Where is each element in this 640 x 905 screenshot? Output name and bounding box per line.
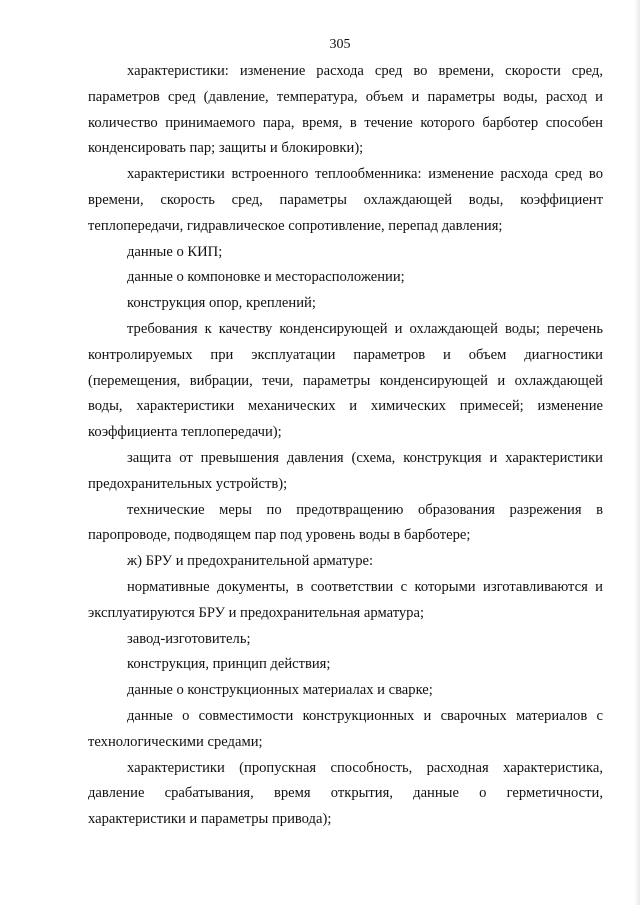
paragraph: ж) БРУ и предохранительной арматуре: xyxy=(127,553,374,570)
paragraph: технические меры по предотвращению образования разрежения в паропроводе, подводящем пар под уровень воды в барботере; xyxy=(88,501,603,544)
paragraph: характеристики (пропускная способность, расходная характеристика, давление срабатывания, время открытия, данные о герметичности, характеристики и параметры привода); xyxy=(88,759,603,828)
paragraph: данные о конструкционных материалах и сварке; xyxy=(127,682,433,699)
paragraph: конструкция опор, креплений; xyxy=(127,295,316,312)
body-text xyxy=(88,59,603,833)
paragraph: данные о совместимости конструкционных и сварочных материалов с технологическими средами; xyxy=(88,707,603,750)
paragraph: конструкция, принцип действия; xyxy=(127,656,331,673)
paragraph: характеристики встроенного теплообменника: изменение расхода сред во времени, скорость сред, параметры охлаждающей воды, коэффициент теплопередачи, гидравлическое сопротивление, перепад давления; xyxy=(88,166,603,234)
paragraph: нормативные документы, в соответствии с которыми изготавливаются и эксплуатируются БРУ и предохранительная арматура; xyxy=(88,578,603,621)
paragraph: завод-изготовитель; xyxy=(127,630,251,647)
paragraph: защита от превышения давления (схема, конструкция и характеристики предохранительных устройств); xyxy=(88,449,603,492)
page-number: 305 xyxy=(329,37,351,52)
paragraph: требования к качеству конденсирующей и охлаждающей воды; перечень контролируемых при эксплуатации параметров и объем диагностики (перемещения, вибрации, течи, параметры конденсирующей и охлаждающей воды, характеристики механических и химических примесей; изменение коэффициента теплопередачи); xyxy=(88,320,603,441)
paragraph: данные о компоновке и месторасположении; xyxy=(127,269,405,286)
paragraph: данные о КИП; xyxy=(127,243,223,260)
scan-edge xyxy=(634,0,640,905)
paragraph: характеристики: изменение расхода сред во времени, скорости сред, параметров сред (давление, температура, объем и параметры воды, расход и количество принимаемого пара, время, в течение которого барботер способен конденсировать пар; защиты и блокировки); xyxy=(88,63,603,157)
